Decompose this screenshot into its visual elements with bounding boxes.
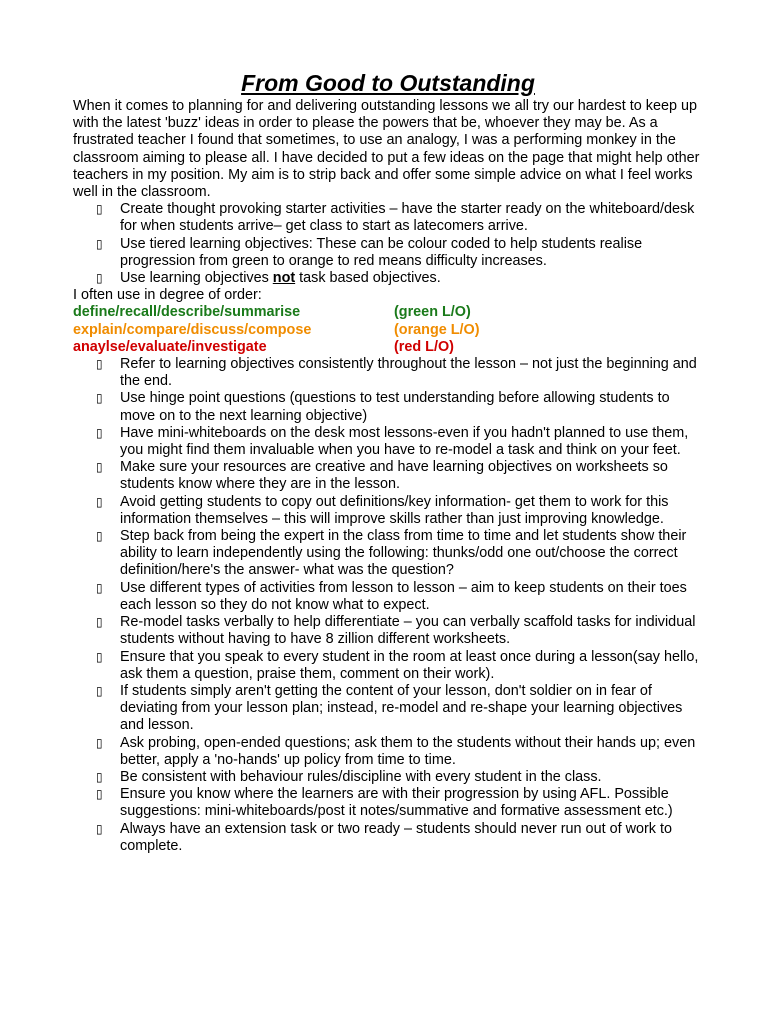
intro-paragraph: When it comes to planning for and delivering outstanding lessons we all try our hardest to keep up with the latest 'buzz' ideas in order to please the powers that be, whoever they may be. As a frustrated teacher I found that sometimes, to use an analogy, I was a performing monkey in the classroom aiming to please all. I have decided to put a few ideas on the page that might help other teachers in my position. My aim is to strip back and offer some simple advice on what I feel works well in the classroom. — [73, 98, 700, 201]
bullet-icon: ▯ — [96, 529, 103, 544]
list-item-text: Use hinge point questions (questions to test understanding before allowing students to move on to the next learning objective) — [120, 390, 670, 424]
list-item-text: Ensure you know where the learners are with their progression by using AFL. Possible suggestions: mini-whiteboards/post it notes/summative and formative assessment etc.) — [120, 786, 673, 820]
level-row-orange — [73, 322, 703, 339]
bullet-icon: ▯ — [96, 769, 103, 784]
list-item-text: Ask probing, open-ended questions; ask them to the students without their hands up; even better, apply a 'no-hands' up policy from time to time. — [120, 734, 696, 768]
level-verbs: define/recall/describe/summarise — [73, 304, 301, 321]
order-intro: I often use in degree of order: — [73, 287, 262, 304]
level-label: (orange L/O) — [394, 321, 480, 338]
bullet-icon: ▯ — [96, 615, 103, 630]
list-item — [73, 735, 703, 769]
bullet-icon: ▯ — [96, 735, 103, 750]
bullet-icon: ▯ — [96, 683, 103, 698]
bullet-icon: ▯ — [96, 357, 103, 372]
bullet-icon: ▯ — [96, 494, 103, 509]
list-item-text: Create thought provoking starter activities – have the starter ready on the whiteboard/desk for when students arrive– get class to start as latecomers arrive. — [120, 201, 695, 235]
bullet-icon: ▯ — [96, 271, 103, 286]
level-verbs: anaylse/evaluate/investigate — [73, 338, 267, 355]
list-item — [73, 425, 703, 459]
list-item-text: Always have an extension task or two ready – students should never run out of work to complete. — [120, 820, 672, 854]
list-item — [73, 356, 703, 390]
document-title: From Good to Outstanding — [241, 70, 535, 96]
bullet-icon: ▯ — [96, 787, 103, 802]
list-item — [73, 786, 703, 820]
bullet-icon: ▯ — [96, 202, 103, 217]
list-item-text: Step back from being the expert in the class from time to time and let students show their ability to learn independently using the following: thunks/odd one out/choose the correct definition/here's the answer- what was the question? — [120, 528, 687, 579]
list-item — [73, 821, 703, 855]
bullet-icon: ▯ — [96, 580, 103, 595]
list-item-text: Make sure your resources are creative and have learning objectives on worksheets so students know where they are in the lesson. — [120, 459, 668, 493]
list-item — [73, 580, 703, 614]
list-item — [73, 236, 703, 270]
bullet-icon: ▯ — [96, 236, 103, 251]
level-label: (green L/O) — [394, 304, 471, 321]
list-item — [73, 494, 703, 528]
level-row-red — [73, 339, 703, 356]
bullet-icon: ▯ — [96, 649, 103, 664]
list-item — [73, 769, 703, 786]
list-item — [73, 614, 703, 648]
level-verbs: explain/compare/discuss/compose — [73, 321, 312, 338]
list-item — [73, 683, 703, 735]
list-item-text: Avoid getting students to copy out definitions/key information- get them to work for this information themselves – this will improve skills rather than just improving knowledge. — [120, 493, 669, 527]
list-item-text: If students simply aren't getting the content of your lesson, don't soldier on in fear of deviating from your lesson plan; instead, re-model and re-shape your learning objectives and lesson. — [120, 682, 683, 734]
list-item — [73, 201, 703, 235]
list-item-text: Use tiered learning objectives: These can be colour coded to help students realise progression from green to orange to red means difficulty increases. — [120, 235, 643, 269]
list-item — [73, 649, 703, 683]
first-bullet-list — [73, 201, 703, 287]
list-item — [73, 390, 703, 424]
list-item-text: Be consistent with behaviour rules/discipline with every student in the class. — [120, 768, 602, 785]
list-item-text: Ensure that you speak to every student in the room at least once during a lesson(say hello, ask them a question, praise them, comment on their work). — [120, 648, 699, 682]
document-page — [73, 68, 703, 855]
bullet-icon: ▯ — [96, 391, 103, 406]
bullet-icon: ▯ — [96, 425, 103, 440]
list-item-text: Refer to learning objectives consistently throughout the lesson – not just the beginning and the end. — [120, 356, 697, 390]
list-item-text: Have mini-whiteboards on the desk most lessons-even if you hadn't planned to use them, you might find them invaluable when you have to re-model a task and think on your feet. — [120, 424, 689, 459]
bullet-icon: ▯ — [96, 460, 103, 475]
list-item-text-after: task based objectives. — [295, 270, 441, 287]
list-item-text-before: Use learning objectives — [120, 270, 273, 287]
objective-levels — [73, 304, 703, 356]
list-item-text: Re-model tasks verbally to help differentiate – you can verbally scaffold tasks for individual students without having to have 8 zillion different worksheets. — [120, 614, 696, 648]
list-item-text: Use different types of activities from lesson to lesson – aim to keep students on their toes each lesson so they do not know what to expect. — [120, 579, 687, 613]
level-row-green — [73, 304, 703, 321]
bullet-icon: ▯ — [96, 821, 103, 836]
level-label: (red L/O) — [394, 338, 454, 355]
list-item — [73, 528, 703, 580]
list-item — [73, 270, 703, 287]
emphasis-not: not — [272, 270, 296, 287]
second-bullet-list — [73, 356, 703, 855]
list-item — [73, 459, 703, 493]
